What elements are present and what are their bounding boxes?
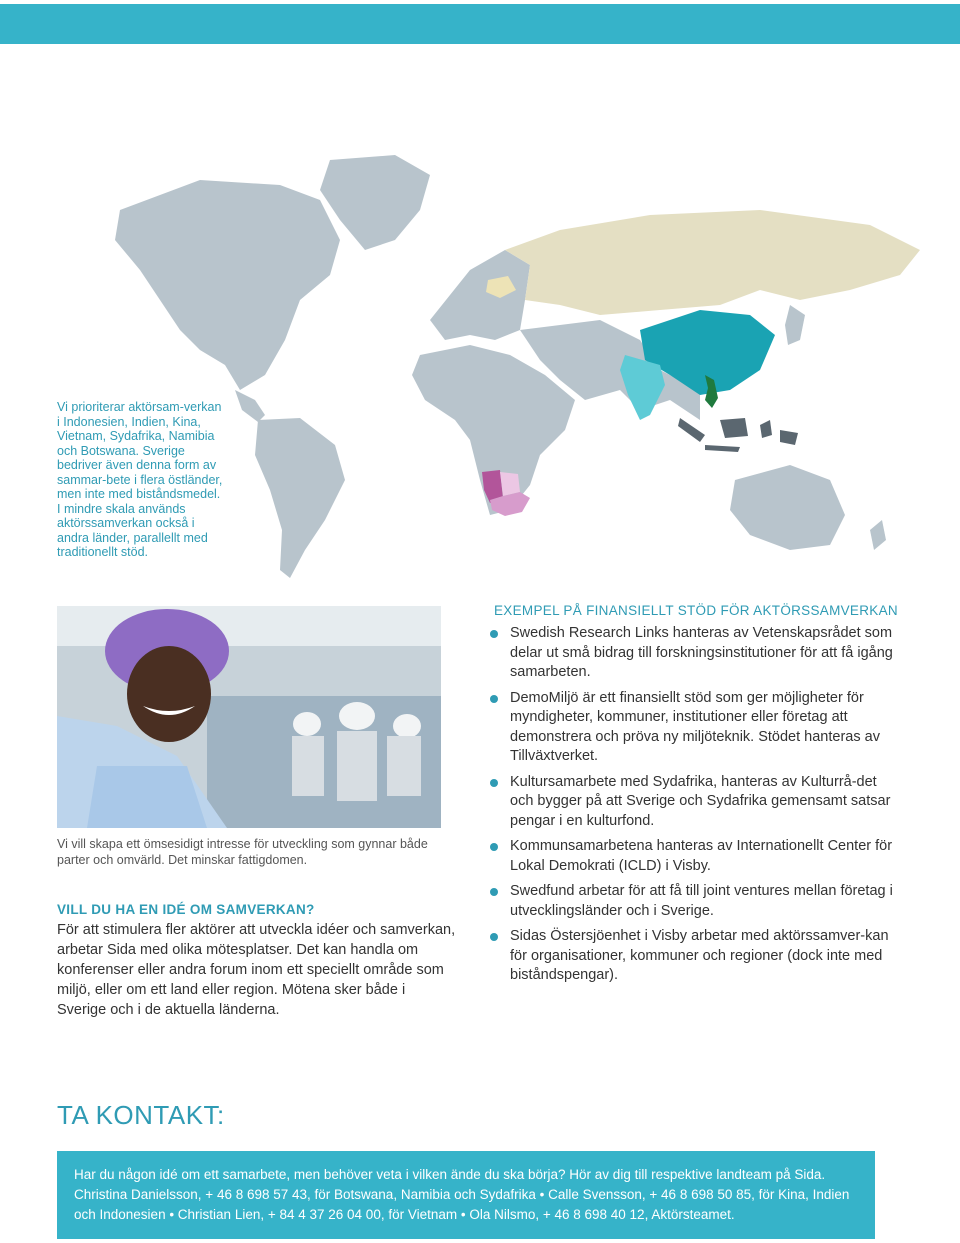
europe-shape bbox=[430, 250, 530, 340]
australia-shape bbox=[730, 465, 845, 550]
list-item-text: Sidas Östersjöenhet i Visby arbetar med aktörssamver-kan för organisationer, kommuner och regioner (dock inte med biståndspengar). bbox=[510, 928, 889, 983]
bullet-icon bbox=[490, 888, 498, 896]
botswana-region bbox=[500, 472, 520, 496]
list-item-text: Swedfund arbetar för att få till joint ventures mellan företag i utvecklingsländer och i Sverige. bbox=[510, 883, 893, 919]
idea-heading: VILL DU HA EN IDÉ OM SAMVERKAN? bbox=[57, 902, 315, 917]
list-item-text: Kommunsamarbetena hanteras av Internationellt Center för Lokal Demokrati (ICLD) i Visby. bbox=[510, 838, 893, 874]
examples-list bbox=[490, 624, 900, 992]
new-zealand-shape bbox=[870, 520, 886, 550]
list-item bbox=[490, 624, 900, 683]
photo-caption: Vi vill skapa ett ömsesidigt intresse för utveckling som gynnar både parter och omvärld. Det minskar fattigdomen. bbox=[57, 837, 428, 867]
list-item bbox=[490, 689, 900, 767]
list-item bbox=[490, 882, 900, 921]
list-item bbox=[490, 837, 900, 876]
list-item bbox=[490, 927, 900, 986]
contact-text: Har du någon idé om ett samarbete, men behöver veta i vilken ände du ska börja? Hör av dig till respektive landteam på Sida. Christina Danielsson, + 46 8 698 57 43, för Botswana, Namibia och Sydafrika • Calle Svensson, + 46 8 698 50 85, för Kina, Indien och Indonesien • Christian Lien, + 84 4 37 26 04 00, för Vietnam • Ola Nilsmo, + 46 8 698 40 12, Aktörsteamet. bbox=[74, 1167, 850, 1222]
bullet-icon bbox=[490, 695, 498, 703]
sidebar-note: Vi prioriterar aktörsam-verkan i Indonesien, Indien, Kina, Vietnam, Sydafrika, Namibia och Botswana. Sverige bedriver även denna form av sammar-bete i flera östländer, men inte med biståndsmedel. I mindre skala används aktörssamverkan också i andra länder, parallellt med traditionellt stöd. bbox=[57, 400, 223, 559]
bullet-icon bbox=[490, 933, 498, 941]
indonesia-region bbox=[678, 418, 798, 452]
central-america-shape bbox=[235, 390, 265, 422]
top-color-bar bbox=[0, 4, 960, 44]
examples-heading: EXEMPEL PÅ FINANSIELLT STÖD FÖR AKTÖRSSAMVERKAN bbox=[494, 603, 898, 618]
bullet-icon bbox=[490, 779, 498, 787]
south-america-shape bbox=[255, 418, 345, 578]
bullet-icon bbox=[490, 630, 498, 638]
list-item-text: Swedish Research Links hanteras av Vetenskapsrådet som delar ut små bidrag till forskningsinstitutioner för att få igång samarbeten. bbox=[510, 625, 893, 680]
list-item-text: DemoMiljö är ett finansiellt stöd som ger möjligheter för myndigheter, kommuner, institutioner eller företag att demonstrera och pröva ny miljöteknik. Stödet hanteras av Tillväxtverket. bbox=[510, 689, 880, 764]
russia-region bbox=[505, 210, 920, 315]
idea-body: För att stimulera fler aktörer att utveckla idéer och samverkan, arbetar Sida med olika mötesplatser. Det kan handla om konferenser eller andra forum inom ett speciellt område som miljö, eller om ett land eller region. Mötena sker både i Sverige och i de aktuella länderna. bbox=[57, 922, 456, 1018]
japan-shape bbox=[785, 305, 805, 345]
factory-worker-photo bbox=[57, 606, 441, 828]
contact-box bbox=[57, 1151, 875, 1239]
contact-heading: TA KONTAKT: bbox=[57, 1100, 225, 1130]
list-item bbox=[490, 773, 900, 832]
bullet-icon bbox=[490, 843, 498, 851]
list-item-text: Kultursamarbete med Sydafrika, hanteras av Kulturrå-det och bygger på att Sverige och Sydafrika gemensamt satsar pengar i en kulturfond. bbox=[510, 773, 891, 829]
north-america-shape bbox=[115, 180, 340, 390]
india-region bbox=[620, 355, 665, 420]
